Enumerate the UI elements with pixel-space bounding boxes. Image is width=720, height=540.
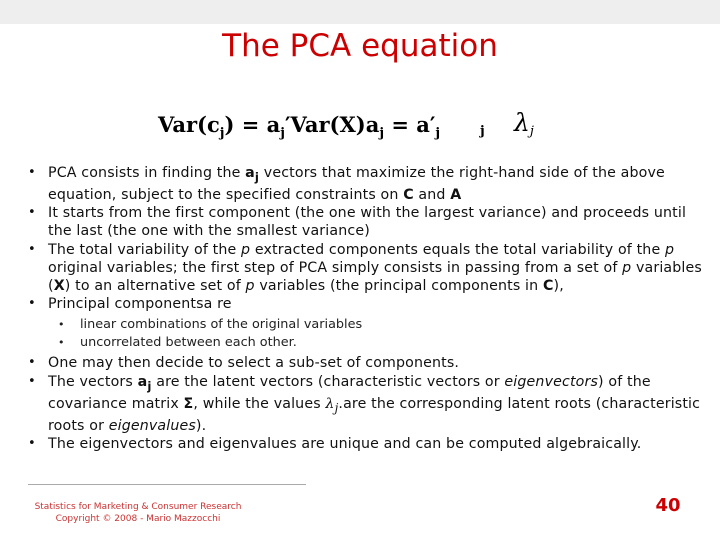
bullet-text: The eigenvectors and eigenvalues are unique and can be computed algebraically. bbox=[48, 435, 642, 452]
bullet-text: ) to an alternative set of bbox=[64, 278, 246, 295]
slide-title: The PCA equation bbox=[222, 28, 498, 64]
bullet-text: j bbox=[147, 378, 152, 393]
bullet-dot-icon: • bbox=[28, 296, 36, 312]
bullet-item bbox=[28, 435, 714, 453]
bullet-dot-icon: • bbox=[28, 355, 36, 371]
bullet-list bbox=[28, 164, 714, 453]
lambda-sub: j bbox=[529, 124, 534, 139]
bullet-text: eigenvectors bbox=[504, 373, 599, 390]
equation-part: ′Var(X)a bbox=[284, 112, 380, 137]
pca-equation bbox=[158, 108, 534, 148]
bullet-text: and bbox=[413, 187, 451, 204]
bullet-text: C bbox=[403, 187, 414, 204]
bullet-text: a bbox=[137, 373, 148, 390]
bullet-text: p bbox=[241, 241, 251, 258]
sub-bullet-item bbox=[58, 334, 714, 352]
bullet-text: λ bbox=[325, 395, 335, 412]
sub-bullet-item bbox=[58, 316, 714, 334]
equation-part: Var(c bbox=[158, 112, 220, 137]
lambda-symbol: λ bbox=[514, 108, 530, 137]
bullet-text: The vectors bbox=[48, 373, 138, 390]
bullet-text: variables ( bbox=[48, 259, 702, 295]
footer-divider bbox=[28, 484, 306, 485]
bullet-text: The total variability of the bbox=[48, 241, 242, 258]
bullet-text: variables (the principal components in bbox=[254, 278, 543, 295]
bullet-text: Σ bbox=[183, 395, 194, 412]
bullet-text: are the latent vectors (characteristic vectors or bbox=[151, 373, 505, 390]
top-band bbox=[0, 0, 720, 24]
bullet-text: p bbox=[665, 241, 675, 258]
bullet-text: j bbox=[254, 169, 260, 184]
bullet-text: p bbox=[622, 259, 632, 276]
bullet-dot-icon: • bbox=[28, 241, 36, 257]
bullet-text: X bbox=[53, 278, 65, 295]
bullet-item bbox=[28, 164, 714, 204]
bullet-text: ), bbox=[553, 278, 564, 295]
page-number: 40 bbox=[655, 495, 681, 516]
sub-bullet-list bbox=[28, 316, 714, 352]
equation-sub: j bbox=[219, 126, 225, 141]
bullet-text: original variables; the first step of PCA simply consists in passing from a set of bbox=[48, 259, 623, 276]
equation-part: ) = a bbox=[224, 112, 281, 137]
bullet-text: ). bbox=[195, 417, 207, 434]
bullet-item bbox=[28, 241, 714, 296]
footer-line2: Copyright © 2008 - Mario Mazzocchi bbox=[55, 514, 221, 524]
bullet-text: Principal componentsa re bbox=[48, 296, 232, 313]
footer-line1: Statistics for Marketing & Consumer Research bbox=[34, 502, 242, 512]
bullet-dot-icon: • bbox=[58, 318, 65, 332]
equation-prime: ′ bbox=[429, 112, 436, 137]
bullet-text: It starts from the first component (the one with the largest variance) and proceeds until the last (the one with the smallest variance) bbox=[48, 205, 687, 240]
equation-sub: j bbox=[280, 126, 285, 141]
bullet-dot-icon: • bbox=[28, 435, 36, 451]
bullet-item bbox=[28, 295, 714, 313]
bullet-text: One may then decide to select a sub-set of components. bbox=[48, 355, 460, 372]
bullet-dot-icon: • bbox=[28, 373, 36, 389]
equation-sub: j bbox=[435, 126, 441, 141]
bullet-text: a bbox=[245, 165, 255, 181]
bullet-text: C bbox=[542, 278, 554, 295]
bullet-text: vectors that maximize the right-hand side of the above equation, subject to the specified constraints on bbox=[48, 165, 665, 204]
bullet-dot-icon: • bbox=[58, 336, 65, 350]
equation-j: j bbox=[480, 124, 485, 139]
equation-part: = a bbox=[384, 112, 430, 137]
equation-sub: j bbox=[379, 126, 385, 141]
equation-lambda bbox=[514, 108, 534, 139]
bullet-item bbox=[28, 373, 714, 435]
footer bbox=[28, 501, 248, 525]
bullet-text: A bbox=[450, 187, 462, 204]
bullet-text: PCA consists in finding the bbox=[48, 165, 246, 181]
bullet-item bbox=[28, 204, 714, 240]
bullet-dot-icon: • bbox=[28, 205, 36, 221]
bullet-text: p bbox=[245, 278, 255, 295]
bullet-text: j bbox=[334, 400, 339, 415]
bullet-text: , while the values bbox=[193, 395, 326, 412]
bullet-text: ) of the covariance matrix bbox=[48, 373, 651, 412]
sub-bullet-text: linear combinations of the original variables bbox=[80, 317, 363, 333]
bullet-text: extracted components equals the total variability of the bbox=[250, 241, 665, 258]
bullet-item bbox=[28, 354, 714, 372]
sub-bullet-text: uncorrelated between each other. bbox=[80, 335, 297, 351]
bullet-dot-icon: • bbox=[28, 165, 36, 180]
bullet-text: eigenvalues bbox=[108, 417, 196, 434]
bullet-text: .are the corresponding latent roots (characteristic roots or bbox=[48, 395, 701, 434]
